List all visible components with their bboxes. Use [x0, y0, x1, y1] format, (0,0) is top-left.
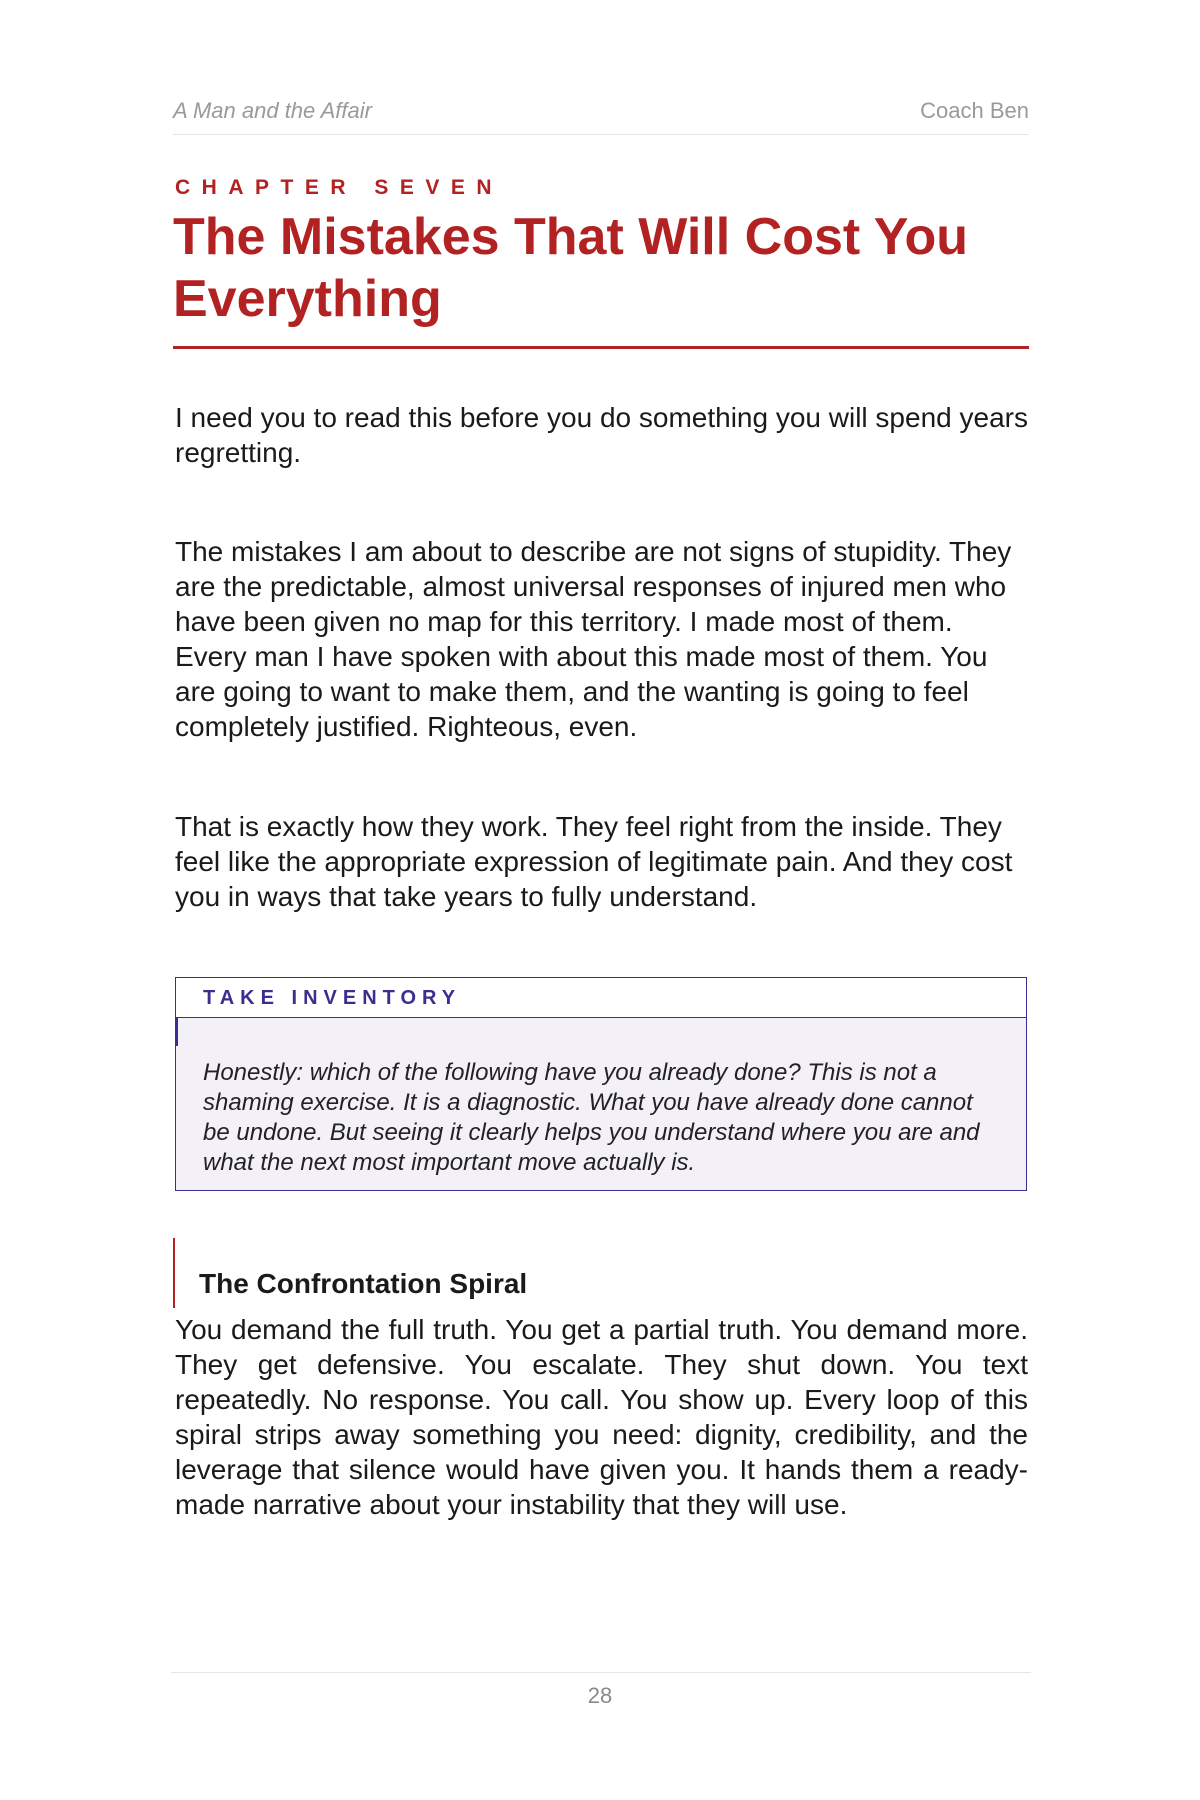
callout-heading: TAKE INVENTORY	[176, 978, 1026, 1018]
chapter-label: CHAPTER SEVEN	[175, 176, 504, 199]
take-inventory-callout	[175, 977, 1027, 1191]
body-paragraph-1: I need you to read this before you do something you will spend years regretting.	[175, 402, 1028, 468]
chapter-title: The Mistakes That Will Cost You Everything	[173, 206, 1029, 349]
callout-accent-bar	[175, 1018, 178, 1046]
section-paragraph: You demand the full truth. You get a partial truth. You demand more. They get defensive. You escalate. They shut down. You text repeatedly. No response. You call. You show up. Every loop of this spiral strips away something you need: dignity, credibility, and the leverage that silence would have given you. It hands them a ready-made narrative about your instability that they will use.	[175, 1314, 1028, 1520]
callout-text: Honestly: which of the following have you already done? This is not a shaming exercise. It is a diagnostic. What you have already done cannot be undone. But seeing it clearly helps you understand where you are and what the next most important move actually is.	[203, 1059, 980, 1176]
footer-divider	[171, 1672, 1031, 1673]
author-name: Coach Ben	[920, 98, 1029, 123]
body-paragraph-3: That is exactly how they work. They feel right from the inside. They feel like the appropriate expression of legitimate pain. And they cost you in ways that take years to fully understand.	[175, 811, 1013, 912]
section-heading: The Confrontation Spiral	[199, 1268, 528, 1299]
body-paragraph-2: The mistakes I am about to describe are not signs of stupidity. They are the predictable, almost universal responses of injured men who have been given no map for this territory. I made most of them. Every man I have spoken with about this made most of them. You are going to want to make them, and the wanting is going to feel completely justified. Righteous, even.	[175, 536, 1012, 742]
book-title: A Man and the Affair	[173, 98, 372, 123]
page-number: 28	[587, 1683, 613, 1708]
running-header	[173, 98, 1029, 135]
section-accent-bar	[173, 1238, 175, 1308]
